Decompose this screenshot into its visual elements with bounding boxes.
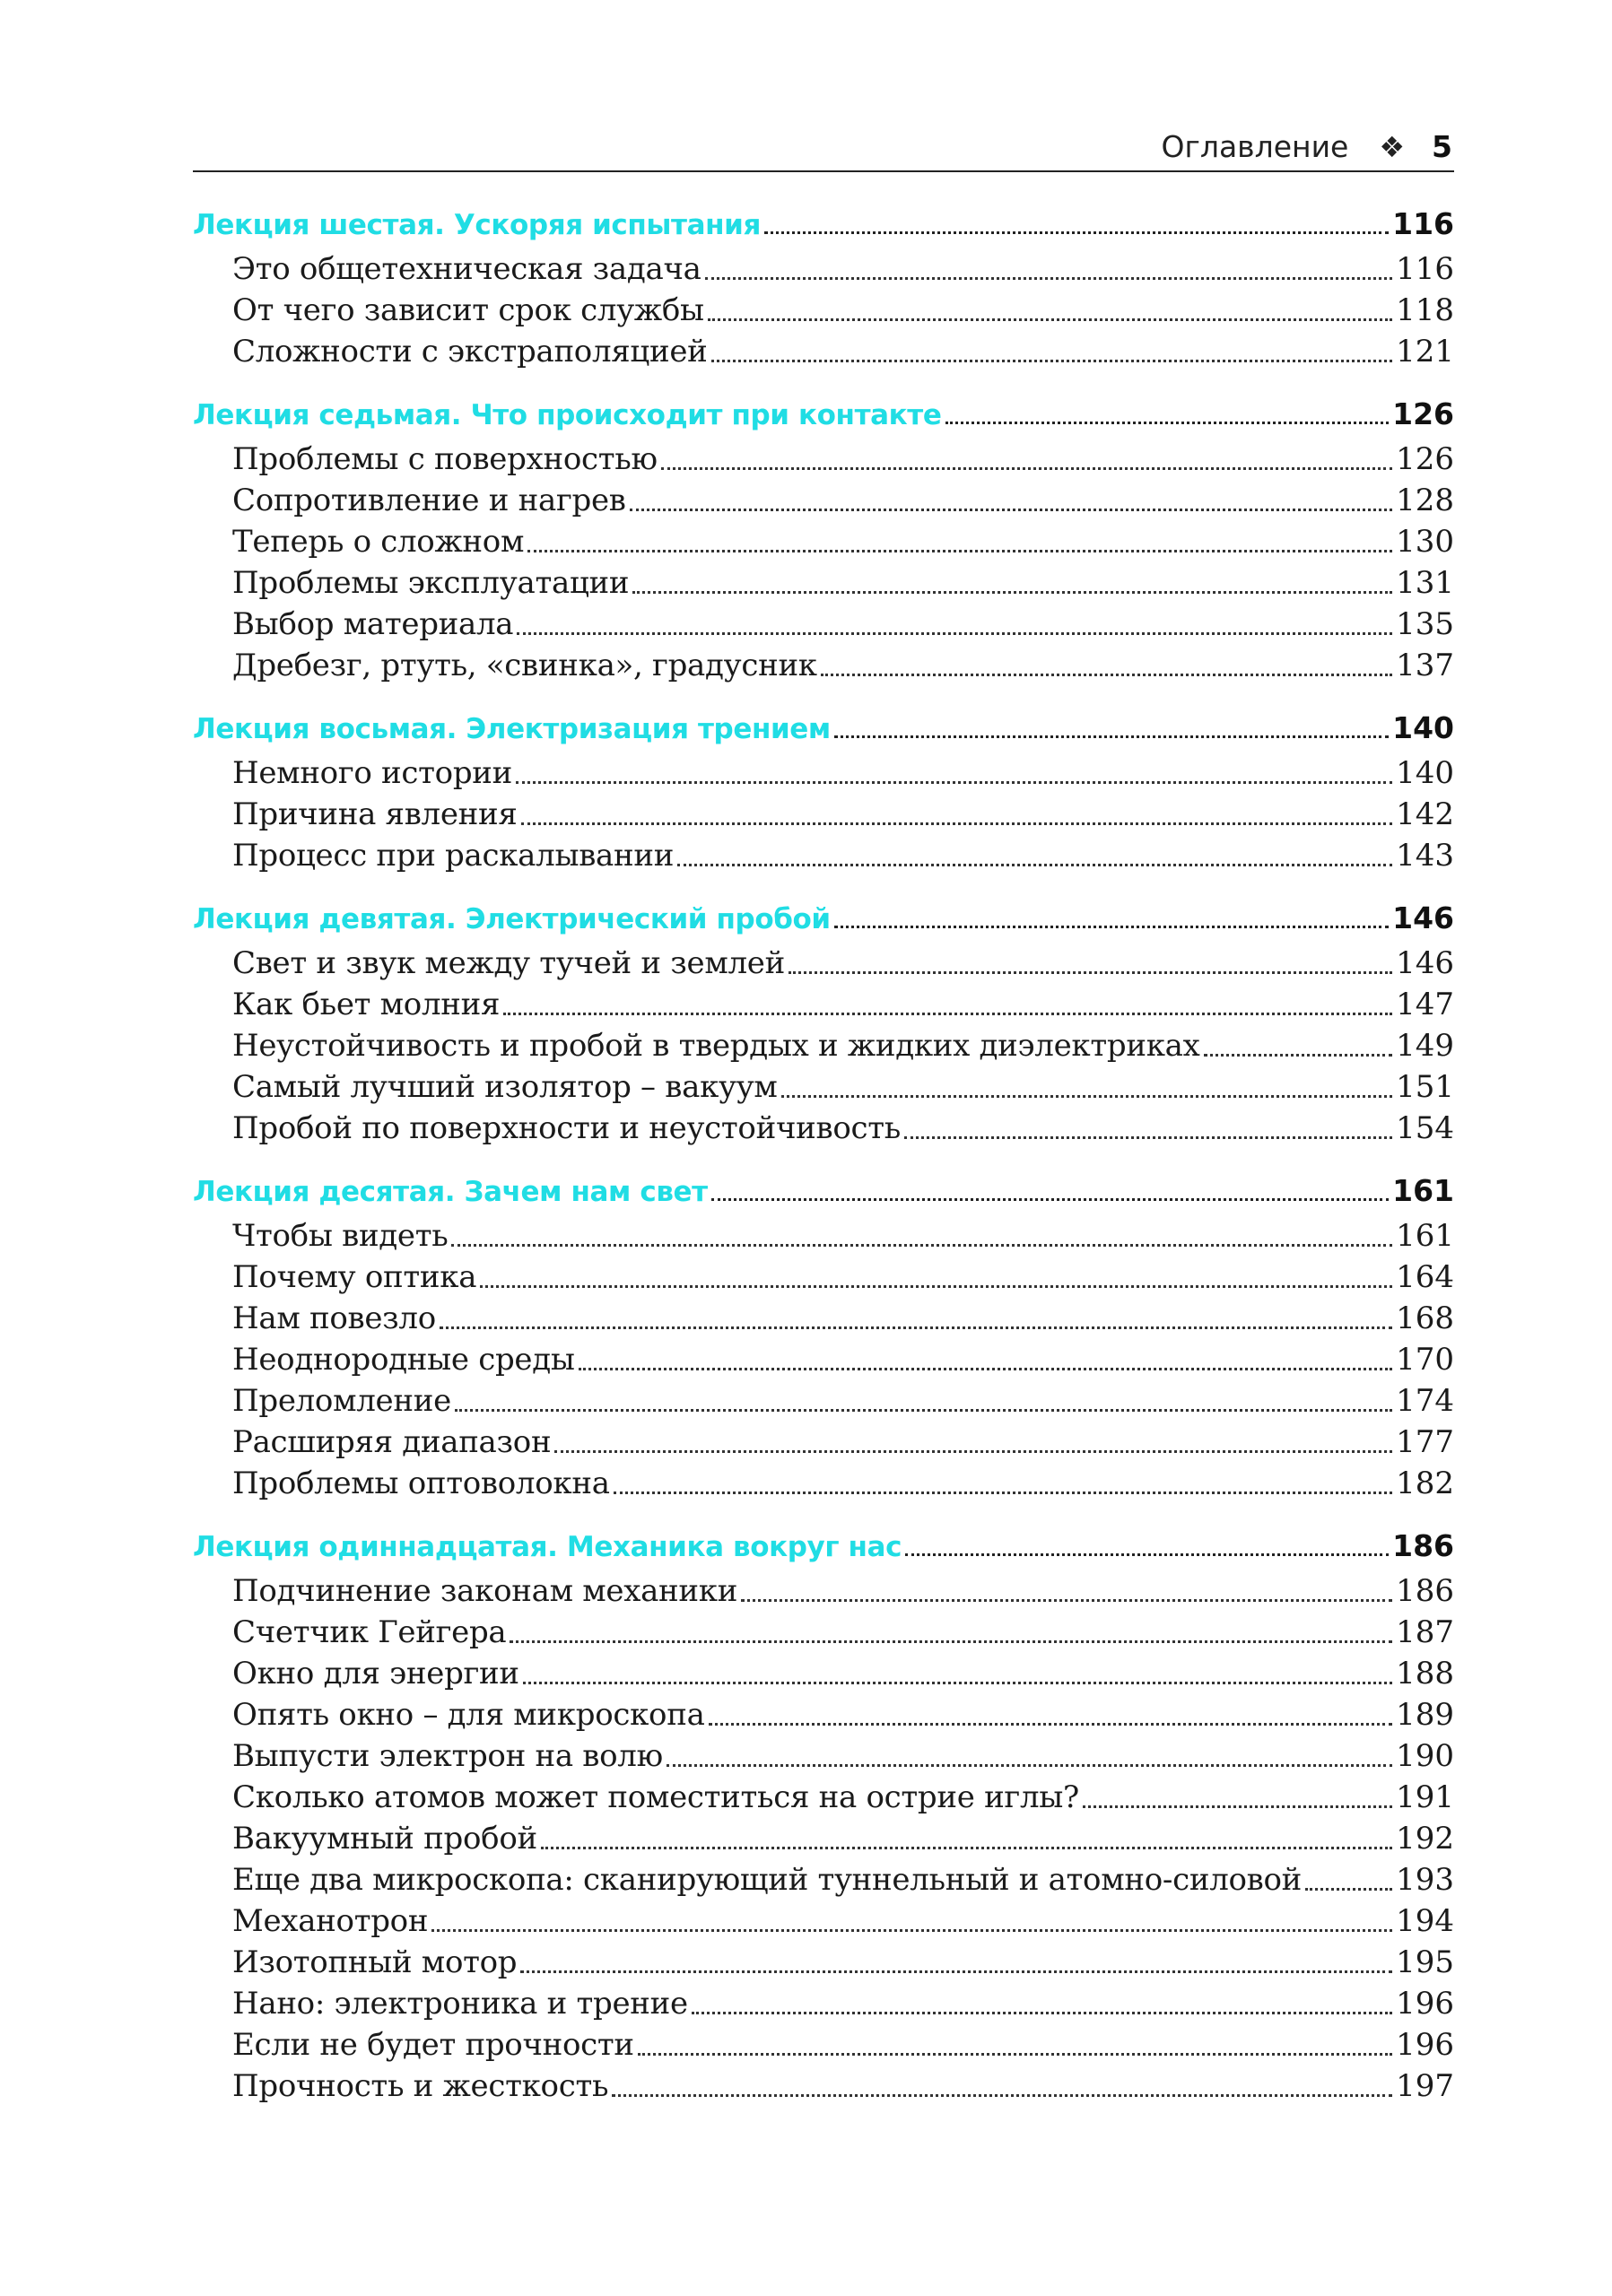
toc-item[interactable] bbox=[193, 1295, 1454, 1336]
dot-leader bbox=[517, 631, 1392, 635]
toc-item-page-number: 142 bbox=[1396, 796, 1454, 832]
toc-item[interactable] bbox=[193, 518, 1454, 560]
toc-item[interactable] bbox=[193, 940, 1454, 981]
toc-item-page-number: 194 bbox=[1396, 1903, 1454, 1939]
toc-item[interactable] bbox=[193, 1568, 1454, 1609]
toc-item-title: Выпусти электрон на волю bbox=[232, 1738, 663, 1774]
dot-leader bbox=[431, 1928, 1392, 1932]
running-header bbox=[193, 124, 1454, 172]
toc-item-title: Неустойчивость и пробой в твердых и жидких диэлектриках bbox=[232, 1028, 1200, 1064]
dot-leader bbox=[904, 1135, 1392, 1139]
toc-item-page-number: 191 bbox=[1396, 1779, 1454, 1815]
dot-leader bbox=[612, 2093, 1392, 2097]
toc-item-title: Причина явления bbox=[232, 796, 518, 832]
toc-item[interactable] bbox=[193, 981, 1454, 1022]
toc-item-page-number: 130 bbox=[1396, 524, 1454, 560]
toc-item[interactable] bbox=[193, 436, 1454, 477]
toc-item-title: Сопротивление и нагрев bbox=[232, 483, 626, 518]
toc-item-page-number: 151 bbox=[1396, 1069, 1454, 1105]
dot-leader bbox=[781, 1094, 1393, 1098]
chapter-entry[interactable] bbox=[193, 387, 1454, 431]
toc-item-title: Нано: электроника и трение bbox=[232, 1986, 688, 2022]
toc-item-title: Неоднородные среды bbox=[232, 1342, 575, 1378]
dot-leader bbox=[789, 970, 1392, 974]
toc-item-title: Опять окно – для микроскопа bbox=[232, 1697, 705, 1733]
dot-leader bbox=[440, 1326, 1392, 1329]
toc-item-title: Изотопный мотор bbox=[232, 1944, 518, 1980]
toc-item[interactable] bbox=[193, 328, 1454, 370]
toc-item[interactable] bbox=[193, 1774, 1454, 1815]
dot-leader bbox=[510, 1639, 1392, 1643]
toc-item-title: Это общетехническая задача bbox=[232, 251, 701, 287]
toc-item-page-number: 182 bbox=[1396, 1465, 1454, 1501]
toc-item-title: Проблемы оптоволокна bbox=[232, 1465, 610, 1501]
dot-leader bbox=[741, 1598, 1392, 1602]
toc-item[interactable] bbox=[193, 791, 1454, 832]
dot-leader bbox=[503, 1012, 1392, 1015]
dot-leader bbox=[905, 1552, 1389, 1556]
toc-item[interactable] bbox=[193, 1898, 1454, 1939]
toc-item-title: Немного истории bbox=[232, 755, 513, 791]
toc-item-title: Чтобы видеть bbox=[232, 1218, 449, 1254]
toc-item-page-number: 193 bbox=[1396, 1862, 1454, 1898]
toc-item-title: Как бьет молния bbox=[232, 987, 501, 1022]
toc-item-title: Еще два микроскопа: сканирующий туннельный и атомно-силовой bbox=[232, 1862, 1303, 1898]
chapter-entry[interactable] bbox=[193, 701, 1454, 745]
toc-item-title: Дребезг, ртуть, «свинка», градусник bbox=[232, 648, 817, 683]
toc-section bbox=[193, 701, 1454, 874]
toc-item-page-number: 186 bbox=[1396, 1573, 1454, 1609]
dot-leader bbox=[821, 673, 1392, 676]
toc-item-title: Сколько атомов может поместиться на острие иглы? bbox=[232, 1779, 1079, 1815]
dot-leader bbox=[554, 1449, 1392, 1453]
toc-item-title: Самый лучший изолятор – вакуум bbox=[232, 1069, 778, 1105]
dot-leader bbox=[661, 466, 1392, 470]
toc-item-title: Преломление bbox=[232, 1383, 451, 1419]
toc-item[interactable] bbox=[193, 1105, 1454, 1146]
dot-leader bbox=[614, 1491, 1392, 1494]
toc-item[interactable] bbox=[193, 1692, 1454, 1733]
dot-leader bbox=[709, 1722, 1393, 1726]
toc-item-page-number: 154 bbox=[1396, 1110, 1454, 1146]
chapter-title: Лекция восьмая. Электризация трением bbox=[193, 713, 831, 745]
toc-item[interactable] bbox=[193, 642, 1454, 683]
dot-leader bbox=[455, 1408, 1392, 1412]
page-number: 5 bbox=[1432, 129, 1452, 164]
toc-item[interactable] bbox=[193, 1857, 1454, 1898]
dot-leader bbox=[523, 1681, 1392, 1684]
dot-leader bbox=[516, 780, 1392, 784]
toc-item-title: Выбор материала bbox=[232, 606, 514, 642]
dot-leader bbox=[1083, 1805, 1392, 1808]
toc-item-page-number: 196 bbox=[1396, 1986, 1454, 2022]
toc-item[interactable] bbox=[193, 832, 1454, 874]
toc-item-page-number: 164 bbox=[1396, 1259, 1454, 1295]
toc-item-title: Проблемы эксплуатации bbox=[232, 565, 630, 601]
chapter-page-number: 140 bbox=[1392, 710, 1454, 745]
toc-item-page-number: 170 bbox=[1396, 1342, 1454, 1378]
toc-section bbox=[193, 1164, 1454, 1501]
dot-leader bbox=[527, 549, 1392, 552]
chapter-entry[interactable] bbox=[193, 891, 1454, 935]
toc-item-page-number: 187 bbox=[1396, 1614, 1454, 1650]
ornament-icon: ❖ bbox=[1379, 129, 1406, 164]
toc-item-title: Почему оптика bbox=[232, 1259, 477, 1295]
toc-item-page-number: 116 bbox=[1396, 251, 1454, 287]
chapter-entry[interactable] bbox=[193, 1164, 1454, 1208]
chapter-title: Лекция десятая. Зачем нам свет bbox=[193, 1176, 708, 1208]
toc-item-title: Расширяя диапазон bbox=[232, 1424, 552, 1460]
toc-item-page-number: 128 bbox=[1396, 483, 1454, 518]
toc-item-page-number: 177 bbox=[1396, 1424, 1454, 1460]
toc-item-page-number: 121 bbox=[1396, 334, 1454, 370]
toc-item-page-number: 174 bbox=[1396, 1383, 1454, 1419]
running-header-title: Оглавление bbox=[1161, 129, 1349, 164]
toc-section bbox=[193, 891, 1454, 1146]
toc-item-title: От чего зависит срок службы bbox=[232, 292, 704, 328]
toc-item[interactable] bbox=[193, 1609, 1454, 1650]
chapter-title: Лекция девятая. Электрический пробой bbox=[193, 903, 831, 935]
toc-item[interactable] bbox=[193, 560, 1454, 601]
toc-item[interactable] bbox=[193, 1815, 1454, 1857]
toc-item-page-number: 118 bbox=[1396, 292, 1454, 328]
dot-leader bbox=[638, 2052, 1392, 2056]
toc-item[interactable] bbox=[193, 601, 1454, 642]
toc-item-page-number: 190 bbox=[1396, 1738, 1454, 1774]
toc-item-page-number: 168 bbox=[1396, 1300, 1454, 1336]
toc-item-page-number: 131 bbox=[1396, 565, 1454, 601]
toc-item-title: Вакуумный пробой bbox=[232, 1821, 537, 1857]
toc-item[interactable] bbox=[193, 2022, 1454, 2063]
dot-leader bbox=[521, 822, 1393, 825]
toc-section bbox=[193, 197, 1454, 370]
toc-item-title: Механотрон bbox=[232, 1903, 429, 1939]
dot-leader bbox=[520, 1970, 1392, 1973]
toc-section bbox=[193, 387, 1454, 683]
chapter-page-number: 146 bbox=[1392, 900, 1454, 935]
dot-leader bbox=[692, 2011, 1392, 2014]
toc-item[interactable] bbox=[193, 1939, 1454, 1980]
dot-leader bbox=[541, 1846, 1392, 1849]
toc-item-title: Процесс при раскалывании bbox=[232, 838, 675, 874]
toc-item-title: Свет и звук между тучей и землей bbox=[232, 945, 785, 981]
dot-leader bbox=[1204, 1053, 1393, 1057]
toc-item-page-number: 189 bbox=[1396, 1697, 1454, 1733]
toc-item[interactable] bbox=[193, 477, 1454, 518]
chapter-entry[interactable] bbox=[193, 1519, 1454, 1563]
chapter-page-number: 186 bbox=[1392, 1528, 1454, 1563]
toc-item-title: Подчинение законам механики bbox=[232, 1573, 738, 1609]
chapter-page-number: 116 bbox=[1392, 206, 1454, 241]
toc-item[interactable] bbox=[193, 750, 1454, 791]
dot-leader bbox=[708, 317, 1392, 321]
toc-item[interactable] bbox=[193, 1419, 1454, 1460]
toc-item-page-number: 135 bbox=[1396, 606, 1454, 642]
dot-leader bbox=[711, 1197, 1389, 1201]
toc-item-title: Если не будет прочности bbox=[232, 2027, 634, 2063]
chapter-page-number: 161 bbox=[1392, 1173, 1454, 1208]
dot-leader bbox=[632, 590, 1392, 594]
toc-item-page-number: 192 bbox=[1396, 1821, 1454, 1857]
toc-item-page-number: 140 bbox=[1396, 755, 1454, 791]
dot-leader bbox=[834, 925, 1389, 928]
toc-item-page-number: 195 bbox=[1396, 1944, 1454, 1980]
dot-leader bbox=[705, 276, 1393, 280]
toc-item-page-number: 146 bbox=[1396, 945, 1454, 981]
toc-item-title: Теперь о сложном bbox=[232, 524, 525, 560]
toc-item[interactable] bbox=[193, 1460, 1454, 1501]
toc-item-title: Проблемы с поверхностью bbox=[232, 441, 658, 477]
toc-item-page-number: 149 bbox=[1396, 1028, 1454, 1064]
toc-item-page-number: 188 bbox=[1396, 1656, 1454, 1692]
toc-item[interactable] bbox=[193, 1213, 1454, 1254]
toc-item-title: Окно для энергии bbox=[232, 1656, 519, 1692]
toc-item-page-number: 147 bbox=[1396, 987, 1454, 1022]
table-of-contents bbox=[193, 197, 1454, 2104]
toc-item[interactable] bbox=[193, 1064, 1454, 1105]
toc-item[interactable] bbox=[193, 1980, 1454, 2022]
dot-leader bbox=[834, 735, 1389, 738]
toc-item-page-number: 197 bbox=[1396, 2068, 1454, 2104]
dot-leader bbox=[764, 230, 1389, 234]
toc-item-title: Сложности с экстраполяцией bbox=[232, 334, 708, 370]
chapter-title: Лекция одиннадцатая. Механика вокруг нас bbox=[193, 1531, 902, 1563]
toc-item-title: Прочность и жесткость bbox=[232, 2068, 609, 2104]
toc-section bbox=[193, 1519, 1454, 2104]
toc-item[interactable] bbox=[193, 287, 1454, 328]
toc-item[interactable] bbox=[193, 1022, 1454, 1064]
toc-item-title: Счетчик Гейгера bbox=[232, 1614, 507, 1650]
toc-item-page-number: 143 bbox=[1396, 838, 1454, 874]
running-header-content bbox=[1162, 129, 1452, 164]
chapter-title: Лекция шестая. Ускоряя испытания bbox=[193, 209, 761, 241]
toc-item[interactable] bbox=[193, 1336, 1454, 1378]
chapter-title: Лекция седьмая. Что происходит при контакте bbox=[193, 399, 942, 431]
toc-item-page-number: 137 bbox=[1396, 648, 1454, 683]
chapter-page-number: 126 bbox=[1392, 396, 1454, 431]
toc-item[interactable] bbox=[193, 1254, 1454, 1295]
toc-item-title: Нам повезло bbox=[232, 1300, 436, 1336]
toc-item[interactable] bbox=[193, 246, 1454, 287]
dot-leader bbox=[1305, 1887, 1392, 1891]
toc-item[interactable] bbox=[193, 2063, 1454, 2104]
chapter-entry[interactable] bbox=[193, 197, 1454, 241]
dot-leader bbox=[630, 508, 1392, 511]
dot-leader bbox=[711, 359, 1393, 362]
dot-leader bbox=[579, 1367, 1392, 1370]
dot-leader bbox=[480, 1284, 1392, 1288]
toc-item[interactable] bbox=[193, 1378, 1454, 1419]
toc-item-page-number: 126 bbox=[1396, 441, 1454, 477]
toc-item-title: Пробой по поверхности и неустойчивость bbox=[232, 1110, 901, 1146]
toc-item[interactable] bbox=[193, 1650, 1454, 1692]
toc-item[interactable] bbox=[193, 1733, 1454, 1774]
dot-leader bbox=[667, 1763, 1392, 1767]
toc-item-page-number: 196 bbox=[1396, 2027, 1454, 2063]
dot-leader bbox=[677, 863, 1392, 866]
toc-item-page-number: 161 bbox=[1396, 1218, 1454, 1254]
dot-leader bbox=[451, 1243, 1392, 1247]
dot-leader bbox=[945, 421, 1390, 424]
